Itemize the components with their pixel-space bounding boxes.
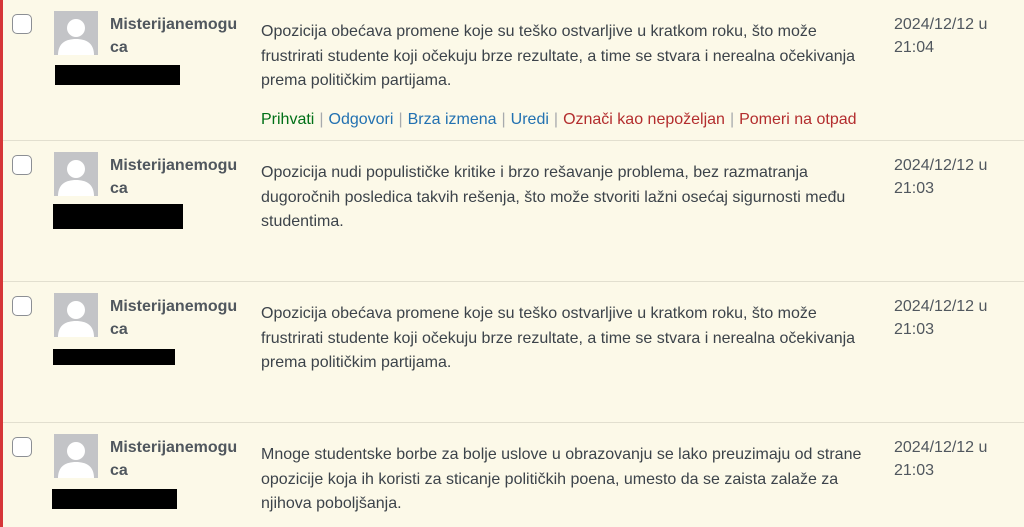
separator: |: [501, 111, 506, 128]
select-checkbox[interactable]: [12, 437, 32, 457]
time-text: 21:04: [894, 39, 935, 56]
avatar: [54, 434, 98, 478]
date-text: 2024/12/12 u: [894, 439, 988, 456]
separator: |: [319, 111, 324, 128]
comment-text: Opozicija obećava promene koje su teško ostvarljive u kratkom roku, što može frustrirati studente koji očekuju brze rezultate, a time se stvara i nerealna očekivanja prema političkim partijama.: [261, 305, 856, 371]
separator: |: [729, 111, 735, 128]
quick-edit-link[interactable]: Brza izmena: [407, 111, 497, 128]
time-text: 21:03: [894, 321, 935, 338]
comment-date[interactable]: [894, 154, 1014, 200]
select-checkbox[interactable]: [12, 14, 32, 34]
author-name-part: uca: [110, 16, 238, 56]
date-text: 2024/12/12 u: [894, 298, 988, 315]
comment-date[interactable]: [894, 436, 1014, 482]
avatar-silhouette-icon: [54, 434, 98, 478]
comment-date[interactable]: [894, 295, 1014, 341]
select-checkbox[interactable]: [12, 296, 32, 316]
redacted-author-email: [53, 204, 183, 229]
comment-author[interactable]: [110, 436, 240, 482]
comment-text: Mnoge studentske borbe za bolje uslove u obrazovanju se lako preuzimaju od strane opozicije koja ih koristi za sticanje političkih poena, umesto da se zaista zalaže za njihova poboljšanja.: [261, 446, 862, 512]
author-name-part: Misterijanemog: [110, 16, 228, 33]
time-text: 21:03: [894, 462, 935, 479]
author-name-part: uca: [110, 439, 238, 479]
reply-link[interactable]: Odgovori: [328, 111, 394, 128]
author-name-part: Misterijanemog: [110, 439, 228, 456]
spam-link[interactable]: Označi kao nepoželjan: [563, 111, 725, 128]
comment-text: Opozicija nudi populističke kritike i brzo rešavanje problema, bez razmatranja dugoročnih posledica takvih rešenja, što može stvoriti lažni osećaj sigurnosti među studentima.: [261, 164, 846, 230]
avatar-silhouette-icon: [54, 293, 98, 337]
author-name-part: Misterijanemog: [110, 157, 228, 174]
date-text: 2024/12/12 u: [894, 16, 988, 33]
comment-author[interactable]: [110, 154, 240, 200]
separator: |: [553, 111, 559, 128]
date-text: 2024/12/12 u: [894, 157, 988, 174]
redacted-author-email: [53, 349, 175, 365]
redacted-author-email: [55, 65, 180, 85]
edit-link[interactable]: Uredi: [510, 111, 549, 128]
avatar-silhouette-icon: [54, 11, 98, 55]
comment-author[interactable]: [110, 295, 240, 341]
comment-author[interactable]: [110, 13, 240, 59]
row-actions: [261, 109, 857, 131]
comment-row: [3, 423, 1024, 527]
author-name-part: Misterijanemog: [110, 298, 228, 315]
avatar: [54, 152, 98, 196]
separator: |: [398, 111, 403, 128]
avatar-silhouette-icon: [54, 152, 98, 196]
avatar: [54, 11, 98, 55]
comment-row: [3, 141, 1024, 282]
trash-link[interactable]: Pomeri na otpad: [739, 111, 857, 128]
comment-date[interactable]: [894, 13, 1014, 59]
comment-row: [3, 282, 1024, 423]
avatar: [54, 293, 98, 337]
approve-link[interactable]: Prihvati: [261, 111, 315, 128]
author-name-part: uca: [110, 298, 238, 338]
comment-row: [3, 0, 1024, 141]
time-text: 21:03: [894, 180, 935, 197]
select-checkbox[interactable]: [12, 155, 32, 175]
comment-text: Opozicija obećava promene koje su teško ostvarljive u kratkom roku, što može frustrirati studente koji očekuju brze rezultate, a time se stvara i nerealna očekivanja prema političkim partijama.: [261, 23, 856, 89]
redacted-author-email: [52, 489, 177, 509]
author-name-part: uca: [110, 157, 238, 197]
